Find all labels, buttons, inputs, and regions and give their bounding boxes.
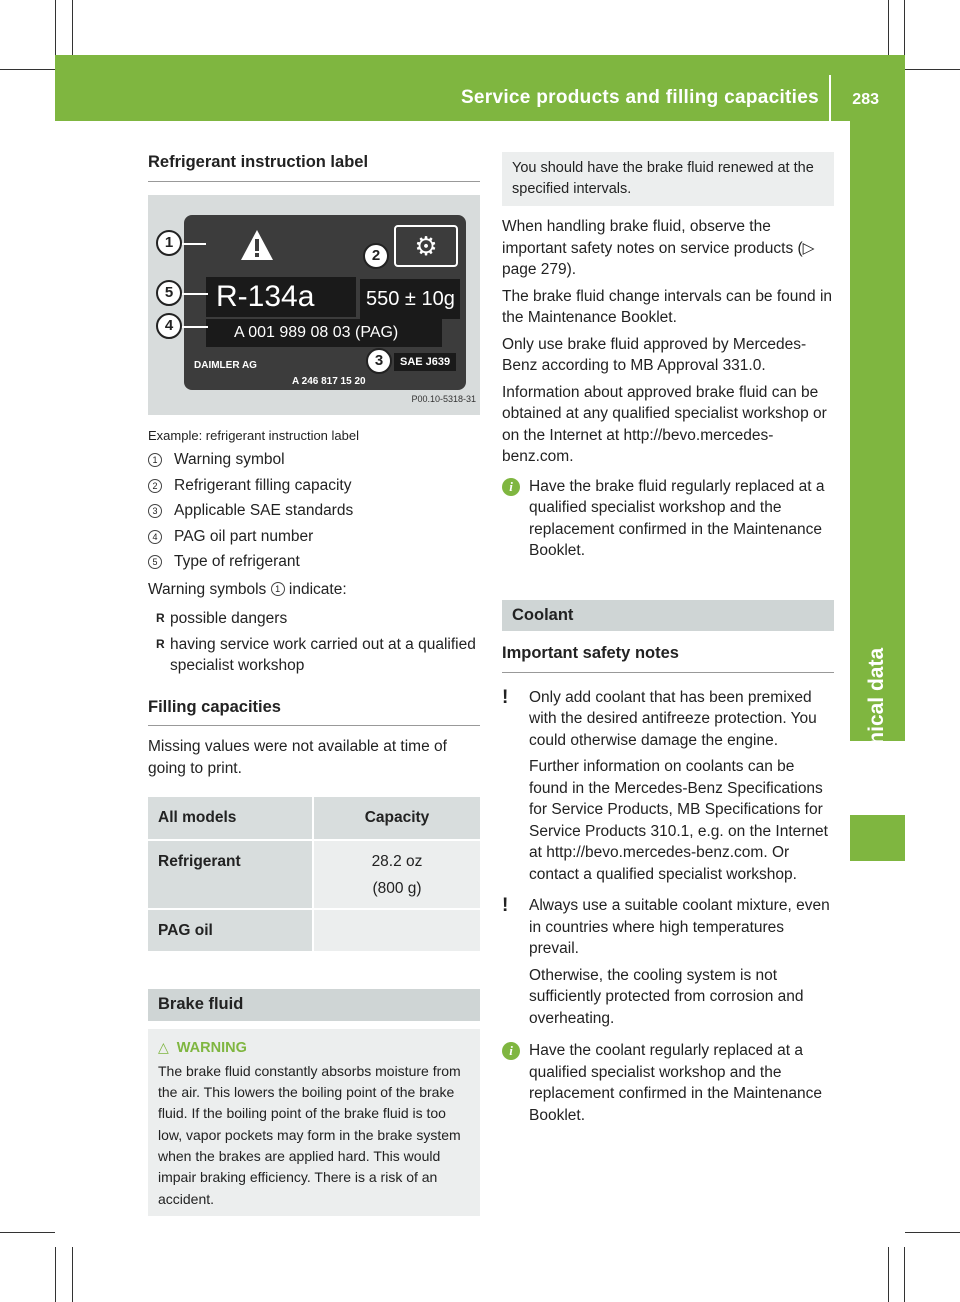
table-header: Capacity (313, 797, 480, 840)
notice-text: Further information on coolants can be found in the Mercedes-Benz Specifications for Service Products, MB Specifications for Service Products 310.1, e.g. on the Internet at http://bevo.mercedes-benz.com. Or contact a qualified specialist workshop. (529, 758, 828, 883)
exclamation-icon: ! (502, 686, 509, 708)
table-row (148, 909, 480, 952)
paragraph: When handling brake fluid, observe the important safety notes on service products (▷ page 279). (502, 218, 815, 278)
crop-mark (0, 1232, 55, 1233)
label-capacity: 550 ± 10g (360, 279, 460, 319)
paragraph: Only use brake fluid approved by Mercedes-Benz according to MB Approval 331.0. (502, 335, 807, 374)
info-text: Have the brake fluid regularly replaced at a qualified specialist workshop and the replacement confirmed in the Maintenance Booklet. (529, 477, 825, 559)
notice-text: Always use a suitable coolant mixture, even in countries where high temperatures prevail. (529, 897, 830, 957)
header-title: Service products and filling capacities (460, 87, 819, 108)
legend-text: Warning symbol (174, 451, 285, 468)
paragraph: Information about approved brake fluid can be obtained at any qualified specialist workshop or on the Internet at http://bevo.mercedes-benz.com. (502, 383, 827, 465)
callout-line (182, 326, 208, 328)
legend-number: 4 (148, 530, 162, 544)
left-column (148, 152, 480, 1216)
crop-mark (0, 69, 55, 70)
warning-icon: △ (158, 1038, 169, 1055)
label-standard: SAE J639 (394, 353, 456, 371)
warning-box (148, 1029, 480, 1216)
exclamation-icon: ! (502, 895, 509, 916)
refrigerant-label-image (148, 195, 480, 415)
capacity-oz: 28.2 oz (371, 852, 423, 870)
legend-text: Applicable SAE standards (174, 502, 354, 519)
crop-mark (72, 0, 73, 55)
notice-text: Only add coolant that has been premixed with the desired antifreeze protection. You could otherwise damage the engine. (529, 688, 817, 749)
warning-symbols-pre: Warning symbols (148, 580, 267, 598)
capacity-g: (800 g) (372, 880, 422, 897)
capacity-table (148, 797, 480, 951)
legend-number: 5 (148, 555, 162, 569)
callout-5: 5 (156, 280, 182, 306)
paragraph: The brake fluid change intervals can be found in the Maintenance Booklet. (502, 287, 833, 326)
callout-1: 1 (156, 230, 182, 256)
crop-mark (905, 1232, 960, 1233)
legend-number: 2 (148, 479, 162, 493)
renew-note: You should have the brake fluid renewed at the specified intervals. (502, 152, 834, 206)
warning-symbols-post: indicate: (288, 580, 347, 598)
crop-mark (904, 1247, 905, 1302)
crop-mark (55, 0, 56, 55)
legend-text: Refrigerant filling capacity (174, 476, 352, 494)
crop-mark (55, 1247, 56, 1302)
table-row (148, 840, 480, 909)
crop-mark (905, 69, 960, 70)
info-icon: i (502, 1042, 520, 1060)
coolant-heading: Coolant (502, 600, 834, 632)
table-cell-label: Refrigerant (148, 840, 313, 909)
warning-title-text: WARNING (176, 1039, 247, 1056)
bullet-icon: R (156, 636, 165, 651)
image-caption: Example: refrigerant instruction label (148, 427, 359, 443)
warning-title (158, 1037, 470, 1059)
legend-text: PAG oil part number (174, 527, 314, 545)
inline-number: 1 (271, 582, 285, 596)
info-note (502, 1040, 834, 1126)
label-maker: DAIMLER AG (194, 359, 257, 371)
legend-item (148, 526, 480, 548)
label-part-number: A 001 989 08 03 (PAG) (206, 319, 442, 347)
notice-text: Otherwise, the cooling system is not sufficiently protected from corrosion and overheating. (529, 966, 804, 1027)
legend-text: Type of refrigerant (174, 553, 300, 570)
notice (502, 895, 834, 1034)
label-refrigerant: R-134a (206, 277, 356, 317)
legend-item (148, 475, 480, 497)
callout-3: 3 (366, 348, 392, 374)
legend-item (148, 551, 480, 573)
table-cell-value (313, 840, 480, 909)
bullet-item (148, 634, 480, 677)
warning-symbols-text (148, 579, 480, 601)
legend-number: 1 (148, 453, 162, 467)
legend-item (148, 500, 480, 522)
crop-mark (888, 1247, 889, 1302)
info-icon: i (502, 478, 520, 496)
label-plate (184, 215, 466, 390)
side-label: Technical data (865, 647, 888, 793)
crop-mark (72, 1247, 73, 1302)
warning-triangle-icon (240, 229, 274, 261)
page-number: 283 (852, 91, 879, 108)
warning-text: The brake fluid constantly absorbs moisture from the air. This lowers the boiling point of the brake fluid. If the boiling point of the brake fluid is too low, vapor pockets may form in the brake system when the brakes are applied hard. This would impair braking efficiency. There is a risk of an accident. (158, 1062, 461, 1207)
legend-item (148, 449, 480, 471)
header-separator (829, 75, 831, 121)
legend-list (148, 449, 480, 573)
service-book-icon: ⚙ (394, 225, 458, 267)
label-number: A 246 817 15 20 (292, 375, 366, 387)
table-header-row (148, 797, 480, 840)
refrigerant-label-heading: Refrigerant instruction label (148, 152, 480, 182)
filling-capacities-heading: Filling capacities (148, 697, 480, 727)
callout-line (182, 243, 206, 245)
bullet-item (148, 608, 480, 630)
bullet-text: possible dangers (170, 610, 288, 627)
safety-notes-heading: Important safety notes (502, 643, 834, 673)
legend-number: 3 (148, 504, 162, 518)
bullet-icon: R (156, 611, 165, 625)
brake-fluid-heading: Brake fluid (148, 989, 480, 1021)
table-cell-value (313, 909, 480, 952)
bullet-text: having service work carried out at a qualified specialist workshop (170, 635, 476, 674)
crop-mark (888, 0, 889, 55)
info-text: Have the coolant regularly replaced at a qualified specialist workshop and the replacement confirmed in the Maintenance Booklet. (529, 1042, 822, 1124)
notice (502, 687, 834, 891)
callout-2: 2 (363, 243, 389, 269)
info-note (502, 476, 834, 562)
right-column (502, 152, 834, 1131)
image-code: P00.10-5318-31 (411, 394, 476, 404)
callout-4: 4 (156, 313, 182, 339)
callout-line (182, 293, 208, 295)
page-header (55, 55, 905, 121)
filling-note: Missing values were not available at time of going to print. (148, 738, 447, 777)
section-tab (850, 815, 905, 861)
crop-mark (904, 0, 905, 55)
table-cell-label: PAG oil (148, 909, 313, 952)
table-header: All models (148, 797, 313, 840)
